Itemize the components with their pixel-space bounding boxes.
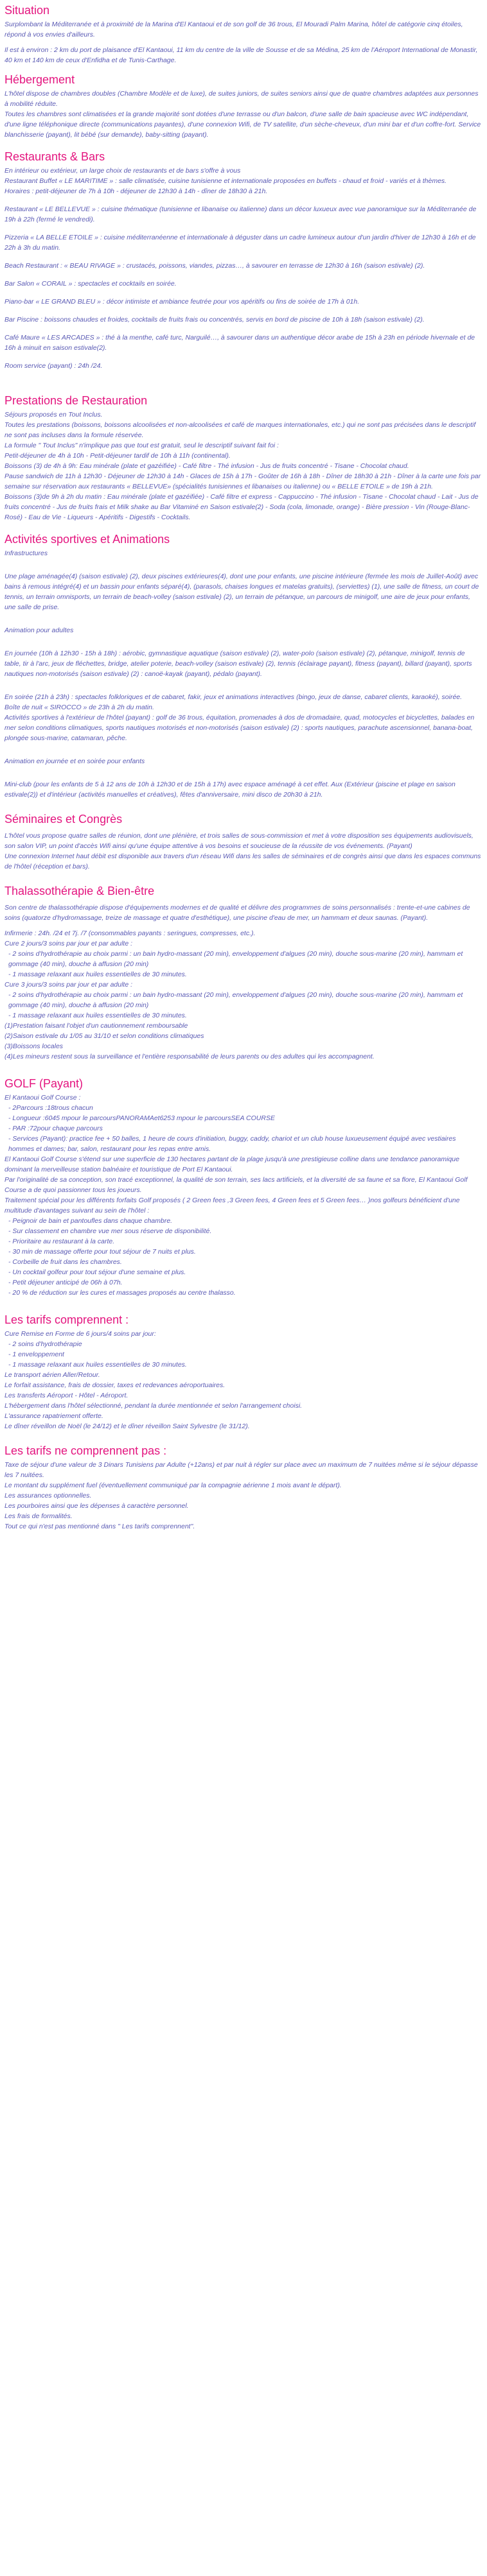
paragraph: El Kantaoui Golf Course :	[4, 1094, 81, 1102]
section-tarifs-ne-comprennent	[4, 1444, 483, 1532]
list-item: - 2 soins d'hydrothérapie au choix parmi : un bain hydro-massant (20 min), enveloppement d'algues (20 min), douche sous-marine (20 min), hammam et gommage (40 min), douche à affusion (20 min)	[8, 950, 463, 968]
paragraph: Le transport aérien Aller/Retour.	[4, 1371, 100, 1379]
paragraph: Cure 3 jours/3 soins par jour et par adulte :	[4, 981, 133, 989]
paragraph: Infirmerie : 24h. /24 et 7j. /7 (consommables payants : seringues, compresses, etc.).	[4, 929, 256, 937]
paragraph: L'hôtel dispose de chambres doubles (Chambre Modèle et de luxe), de suites juniors, de suites seniors ainsi que de quatre chambres adaptées aux personnes à mobilité réduite.	[4, 90, 479, 108]
paragraph: Les frais de formalités.	[4, 1512, 73, 1520]
paragraph: Petit-déjeuner de 4h à 10h - Petit-déjeuner tardif de 10h à 11h (continental).	[4, 452, 231, 460]
list-item: - 2Parcours :18trous chacun	[8, 1104, 93, 1112]
paragraph: La formule " Tout Inclus" n'implique pas que tout est gratuit, seul le descriptif suivant fait foi :	[4, 442, 279, 449]
paragraph: Horaires : petit-déjeuner de 7h à 10h - déjeuner de 12h30 à 14h - dîner de 18h30 à 21h.	[4, 187, 268, 195]
section-prestations	[4, 394, 483, 523]
paragraph: Boîte de nuit « SIROCCO » de 23h à 2h du matin.	[4, 704, 154, 711]
paragraph: Toutes les chambres sont climatisées et la grande majorité sont dotées d'une terrasse ou d'un balcon, d'une salle de bain spacieuse avec WC indépendant, d'une ligne téléphonique directe (communications payantes), d'une connexion Wifi, de TV satellite, d'un sèche-cheveux, d'un mini bar et d'un coffre-fort. Service blanchisserie (payant), lit bébé (sur demande), baby-sitting (payant).	[4, 110, 481, 139]
paragraph: Cure 2 jours/3 soins par jour et par adulte :	[4, 940, 133, 947]
paragraph: Son centre de thalassothérapie dispose d'équipements modernes et de qualité et délivre des programmes de soins personnalisés : trente-et-une cabines de soins (quatorze d'hydromassage, treize de massage et quatre d'esthétique), une piscine d'eau de mer, un hammam et deux saunas. (Payant).	[4, 904, 470, 922]
list-item: - Prioritaire au restaurant à la carte.	[8, 1238, 115, 1245]
paragraph: Pause sandwich de 11h à 12h30 - Déjeuner de 12h30 à 14h - Glaces de 15h à 17h - Goûter de 16h à 18h - Dîner de 18h30 à 21h - Dîner à la carte une fois par semaine sur réservation aux restaurants « BELLEVUE» (spécialités tunisiennes et libanaises ou italienne) ou « BELLE ETOILE » de 19h à 21h.	[4, 472, 481, 490]
paragraph: Bar Piscine : boissons chaudes et froides, cocktails de fruits frais ou concentrés, servis en bord de piscine de 10h à 18h (saison estivale) (2).	[4, 316, 425, 324]
list-item: - 20 % de réduction sur les cures et massages proposés au centre thalasso.	[8, 1289, 236, 1297]
paragraph: Boissons (3) de 4h à 9h: Eau minérale (plate et gazéifiée) - Café filtre - Thé infusion - Jus de fruits concentré - Tisane - Chocolat chaud.	[4, 462, 409, 470]
list-item: - Services (Payant): practice fee + 50 balles, 1 heure de cours d'initiation, buggy, caddy, chariot et un club house luxueusement équipé avec vestiaires hommes et dames; bar, salon, restaurant pour les repas entre amis.	[8, 1135, 456, 1153]
paragraph: Beach Restaurant : « BEAU RIVAGE » : crustacés, poissons, viandes, pizzas…, à savourer en terrasse de 12h30 à 16h (saison estivale) (2).	[4, 262, 425, 270]
section-thalasso	[4, 885, 483, 1062]
paragraph: Taxe de séjour d'une valeur de 3 Dinars Tunisiens par Adulte (+12ans) et par nuit à régler sur place avec un maximum de 7 nuitées même si le séjour dépasse les 7 nuitées.	[4, 1461, 478, 1479]
footnote: (4)Les mineurs restent sous la surveillance et l'entière responsabilité de leurs parents ou des adultes qui les accompagnent.	[4, 1053, 375, 1060]
section-title: Les tarifs ne comprennent pas :	[4, 1444, 167, 1457]
subheading: Infrastructures	[4, 549, 48, 557]
paragraph: Traitement spécial pour les différents forfaits Golf proposés ( 2 Green fees ,3 Green fees, 4 Green fees et 5 Green fees… )nos golfeurs bénéficient d'une multitude d'avantages suivant au sein de l'hôtel :	[4, 1197, 460, 1215]
paragraph: L'hôtel vous propose quatre salles de réunion, dont une plénière, et trois salles de sous-commission et met à votre disposition ses équipements audiovisuels, son salon VIP, un point d'accès Wifi ainsi qu'une équipe attentive à vos besoins et soucieuse de la réussite de vos événements. (Payant)	[4, 832, 474, 850]
section-golf	[4, 1077, 483, 1298]
section-title: GOLF (Payant)	[4, 1077, 84, 1090]
paragraph: Une connexion Internet haut débit est disponible aux travers d'un réseau Wifi dans les salles de séminaires et de congrès ainsi que dans les espaces communs de l'hôtel (réception et bars).	[4, 852, 481, 870]
list-item: - 1 massage relaxant aux huiles essentielles de 30 minutes.	[8, 1361, 187, 1369]
section-title: Prestations de Restauration	[4, 394, 148, 407]
paragraph: Les transferts Aéroport - Hôtel - Aéroport.	[4, 1392, 128, 1399]
paragraph: Cure Remise en Forme de 6 jours/4 soins par jour:	[4, 1330, 156, 1338]
paragraph: Café Maure « LES ARCADES » : thé à la menthe, café turc, Narguilé…, à savourer dans un authentique décor arabe de 15h à 23h en période hivernale et de 16h à minuit en saison estivale(2).	[4, 334, 475, 352]
list-item: - 1 massage relaxant aux huiles essentielles de 30 minutes.	[8, 1012, 187, 1019]
paragraph: Restaurant Buffet « LE MARITIME » : salle climatisée, cuisine tunisienne et internationale proposées en buffets - chaud et froid - variés et à thèmes.	[4, 177, 447, 185]
section-title: Les tarifs comprennent :	[4, 1313, 129, 1326]
paragraph: Tout ce qui n'est pas mentionné dans " Les tarifs comprennent".	[4, 1523, 195, 1530]
paragraph: Boissons (3)de 9h à 2h du matin : Eau minérale (plate et gazéifiée) - Café filtre et express - Cappuccino - Thé infusion - Tisane - Chocolat chaud - Lait - Jus de fruits concentré - Jus de fruits frais et Milk shake au Bar Vitaminé en Saison estivale(2) - Soda (cola, limonade, orange) - Bière pression - Vin (Rouge-Blanc-Rosé) - Eau de Vie - Liqueurs - Apéritifs - Digestifs - Cocktails.	[4, 493, 479, 521]
paragraph: Le dîner réveillon de Noël (le 24/12) et le dîner réveillon Saint Sylvestre (le 31/12).	[4, 1422, 250, 1430]
paragraph: L'assurance rapatriement offerte.	[4, 1412, 103, 1420]
paragraph: Pizzeria « LA BELLE ETOILE » : cuisine méditerranéenne et internationale à déguster dans un cadre lumineux autour d'un jardin d'hiver de 12h30 à 16h et de 22h à 3h du matin.	[4, 234, 476, 252]
list-item: - 30 min de massage offerte pour tout séjour de 7 nuits et plus.	[8, 1248, 196, 1256]
list-item: - Un cocktail golfeur pour tout séjour d'une semaine et plus.	[8, 1268, 186, 1276]
list-item: - 1 massage relaxant aux huiles essentielles de 30 minutes.	[8, 971, 187, 978]
list-item: - PAR :72pour chaque parcours	[8, 1125, 103, 1132]
list-item: - Corbeille de fruit dans les chambres.	[8, 1258, 122, 1266]
paragraph: Room service (payant) : 24h /24.	[4, 362, 103, 370]
section-activites	[4, 533, 483, 800]
section-restaurants	[4, 150, 483, 371]
footnote: (1)Prestation faisant l'objet d'un cautionnement remboursable	[4, 1022, 188, 1030]
paragraph: Les pourboires ainsi que les dépenses à caractère personnel.	[4, 1502, 189, 1510]
section-situation	[4, 4, 483, 65]
paragraph: Par l'originalité de sa conception, son tracé exceptionnel, la qualité de son terrain, ses lacs artificiels, et la diversité de sa faune et sa flore, El Kantaoui Golf Course a de quoi passionner tous les joueurs.	[4, 1176, 468, 1194]
footnote: (3)Boissons locales	[4, 1042, 64, 1050]
paragraph: Surplombant la Méditerranée et à proximité de la Marina d'El Kantaoui et de son golf de 36 trous, El Mouradi Palm Marina, hôtel de catégorie cinq étoiles, répond à vos envies d'ailleurs.	[4, 21, 463, 39]
paragraph: Activités sportives à l'extérieur de l'hôtel (payant) : golf de 36 trous, équitation, promenades à dos de dromadaire, quad, motocycles et bicyclettes, balades en mer selon conditions climatiques, sports nautiques motorisés et non-motorisés (saison estivale) (2) : sports nautiques, parachute ascensionnel, banana-boat, plongée sous-marine, catamaran, pêche.	[4, 714, 475, 742]
paragraph: Séjours proposés en Tout Inclus.	[4, 411, 103, 419]
list-item: - 1 enveloppement	[8, 1351, 64, 1358]
list-item: - 2 soins d'hydrothérapie	[8, 1340, 82, 1348]
footnote: (2)Saison estivale du 1/05 au 31/10 et selon conditions climatiques	[4, 1032, 204, 1040]
section-tarifs-comprennent	[4, 1313, 483, 1431]
section-seminaires	[4, 813, 483, 872]
list-item: - Petit déjeuner anticipé de 06h à 07h.	[8, 1279, 123, 1286]
section-title: Séminaires et Congrès	[4, 813, 123, 826]
list-item: - Longueur :6045 mpour le parcoursPANORAMAet6253 mpour le parcoursSEA COURSE	[8, 1114, 275, 1122]
paragraph: En journée (10h à 12h30 - 15h à 18h) : aérobic, gymnastique aquatique (saison estivale) (2), water-polo (saison estivale) (2), pétanque, minigolf, tennis de table, tir à l'arc, jeux de fléchettes, bridge, atelier poterie, beach-volley (saison estivale) (2), tennis (éclairage payant), fitness (payant), billard (payant), sports nautiques non-motorisés (saison estivale) (2) : canoë-kayak (payant), pédalo (payant).	[4, 650, 472, 678]
paragraph: Mini-club (pour les enfants de 5 à 12 ans de 10h à 12h30 et de 15h à 17h) avec espace aménagé à cet effet. Aux (Extérieur (piscine et plage en saison estivale(2)) et d'intérieur (activités manuelles et créatives), fêtes d'anniversaire, mini disco de 20h30 à 21h.	[4, 781, 456, 799]
paragraph: Il est à environ : 2 km du port de plaisance d'El Kantaoui, 11 km du centre de la ville de Sousse et de sa Médina, 25 km de l'Aéroport International de Monastir, 40 km et 140 km de ceux d'Enfidha et de Tunis-Carthage.	[4, 46, 478, 64]
paragraph: L'hébergement dans l'hôtel sélectionné, pendant la durée mentionnée et selon l'arrangement choisi.	[4, 1402, 303, 1410]
section-title: Activités sportives et Animations	[4, 533, 170, 546]
section-title: Hébergement	[4, 73, 75, 86]
section-hebergement	[4, 73, 483, 140]
list-item: - 2 soins d'hydrothérapie au choix parmi : un bain hydro-massant (20 min), enveloppement d'algues (20 min), douche sous-marine (20 min), hammam et gommage (40 min), douche à affusion (20 min)	[8, 991, 463, 1009]
list-item: - Peignoir de bain et pantoufles dans chaque chambre.	[8, 1217, 173, 1225]
paragraph: Le forfait assistance, frais de dossier, taxes et redevances aéroportuaires.	[4, 1381, 226, 1389]
subheading: Animation en journée et en soirée pour enfants	[4, 757, 145, 765]
paragraph: En soirée (21h à 23h) : spectacles folkloriques et de cabaret, fakir, jeux et animations interactives (bingo, jeux de danse, cabaret clients, karaoké), soirée.	[4, 693, 463, 701]
paragraph: Toutes les prestations (boissons, boissons alcoolisées et non-alcoolisées et café de marques internationales, etc.) qui ne sont pas précisées dans le descriptif ne sont pas incluses dans la formule réservée.	[4, 421, 476, 439]
paragraph: Une plage aménagée(4) (saison estivale) (2), deux piscines extérieures(4), dont une pour enfants, une piscine intérieure (fermée les mois de Juillet-Août) avec bains à remous intégré(4) et un bassin pour enfants séparé(4), (parasols, chaises longues et matelas gratuits), (serviettes) (1), une salle de fitness, un court de tennis, un terrain omnisports, un terrain de beach-volley (saison estivale) (2), un terrain de pétanque, un parcours de minigolf, une aire de jeux pour enfants, une salle de prise.	[4, 573, 479, 611]
paragraph: En intérieur ou extérieur, un large choix de restaurants et de bars s'offre à vous	[4, 167, 241, 175]
paragraph: Bar Salon « CORAIL » : spectacles et cocktails en soirée.	[4, 280, 177, 288]
paragraph: Restaurant « LE BELLEVUE » : cuisine thématique (tunisienne et libanaise ou italienne) dans un décor luxueux avec vue panoramique sur la Méditerranée de 19h à 22h (fermé le vendredi).	[4, 205, 477, 223]
paragraph: El Kantaoui Golf Course s'étend sur une superficie de 130 hectares partant de la plage jusqu'à une prestigieuse colline dans une tendance panoramique dominant la merveilleuse station balnéaire et touristique de Port El Kantaoui.	[4, 1155, 459, 1173]
section-title: Restaurants & Bars	[4, 150, 105, 163]
list-item: - Sur classement en chambre vue mer sous réserve de disponibilité.	[8, 1227, 212, 1235]
paragraph: Les assurances optionnelles.	[4, 1492, 92, 1500]
subheading: Animation pour adultes	[4, 627, 74, 634]
paragraph: Piano-bar « LE GRAND BLEU » : décor intimiste et ambiance feutrée pour vos apéritifs ou fins de soirée de 17h à 01h.	[4, 298, 360, 306]
section-title: Situation	[4, 4, 50, 17]
section-title: Thalassothérapie & Bien-être	[4, 885, 155, 897]
paragraph: Le montant du supplément fuel (éventuellement communiqué par la compagnie aérienne 1 mois avant le départ).	[4, 1482, 342, 1489]
